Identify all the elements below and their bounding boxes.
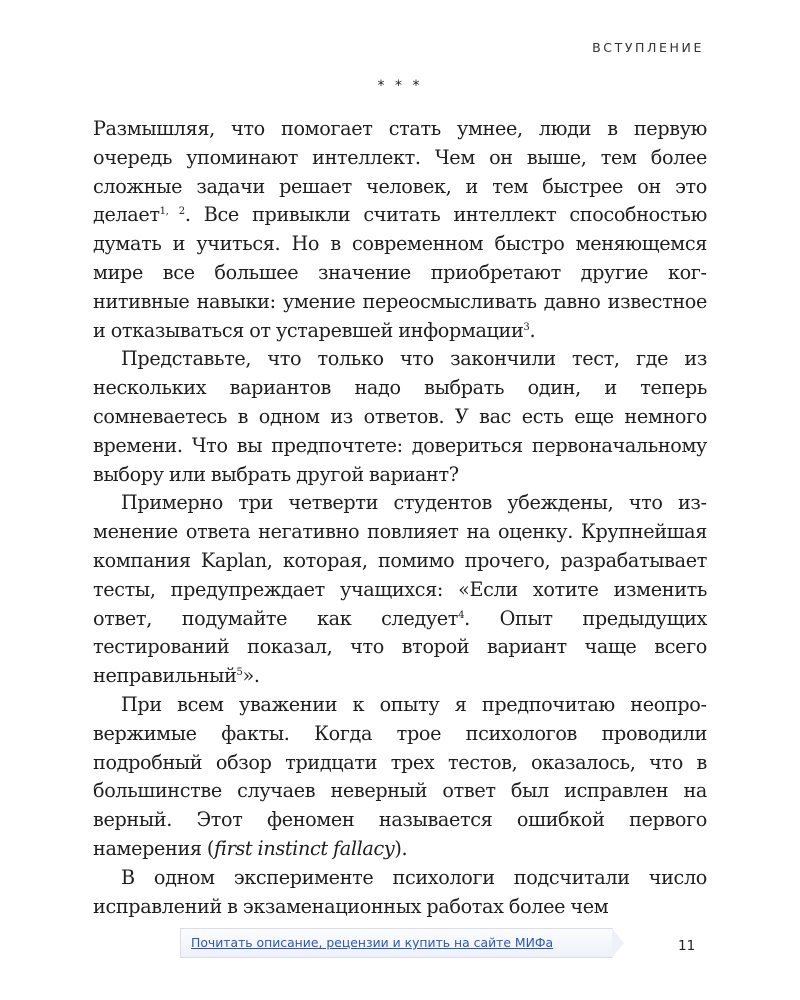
italic-term: first instinct fallacy [214, 836, 395, 860]
text-run: . Опыт предыдущих тестирований показал, что второй вариант чаще всего неправильный [93, 606, 708, 688]
paragraph-4 [93, 691, 707, 864]
text-run: В одном эксперименте психологи подсчитали число исправлений в экзаменационных работах более чем [93, 865, 707, 918]
section-ornament: * * * [377, 78, 423, 94]
text-run: Примерно три четверти студентов убеждены, что изменение ответа негативно повлияет на оценку. Крупнейшая компания Kaplan, которая, помимо прочего, разрабатывает тесты, предупреждает учащихся: «Если хотите изменить ответ, подумайте как следует [93, 491, 707, 630]
footnote-ref: 1, 2 [159, 206, 185, 218]
text-run: . Все привыкли считать интеллект способностью думать и учиться. Но в современном быстро меняющемся мире все большее значение приобретают другие когнитивные навыки: умение переосмысливать давно известное и отказываться от устаревшей информации [93, 203, 708, 342]
text-run: Представьте, что только что закончили тест, где из нескольких вариантов надо выбрать один, и теперь сомневаетесь в одном из ответов. У вас есть еще немного времени. Что вы предпочтете: довериться первоначальному выбору или выбрать другой вариант? [93, 347, 707, 486]
footnote-ref: 3 [523, 321, 530, 333]
buy-book-link[interactable]: Почитать описание, рецензии и купить на сайте МИФа [180, 928, 613, 958]
running-head: ВСТУПЛЕНИЕ [592, 40, 704, 55]
paragraph-1 [93, 115, 707, 345]
footnote-ref: 5 [236, 667, 243, 679]
text-run: ». [242, 664, 260, 688]
footnote-ref: 4 [458, 609, 465, 621]
text-run: При всем уважении к опыту я предпочитаю неопровержимые факты. Когда трое психологов проводили подробный обзор тридцати трех тестов, оказалось, что в большинстве случаев неверный ответ был исправлен на верный. Этот феномен называется ошибкой первого намерения ( [93, 692, 707, 860]
link-arrow-tab [612, 928, 624, 958]
text-run: Размышляя, что помогает стать умнее, люди в первую очередь упоминают интеллект. Чем он выше, тем более сложные задачи решает человек, и тем быстрее он это делает [93, 117, 707, 227]
text-run: ). [394, 836, 408, 860]
page-number: 11 [678, 938, 696, 954]
paragraph-5 [93, 864, 707, 922]
paragraph-2 [93, 345, 707, 489]
text-run: . [529, 318, 536, 342]
paragraph-3 [93, 489, 707, 691]
body-text [93, 115, 707, 921]
